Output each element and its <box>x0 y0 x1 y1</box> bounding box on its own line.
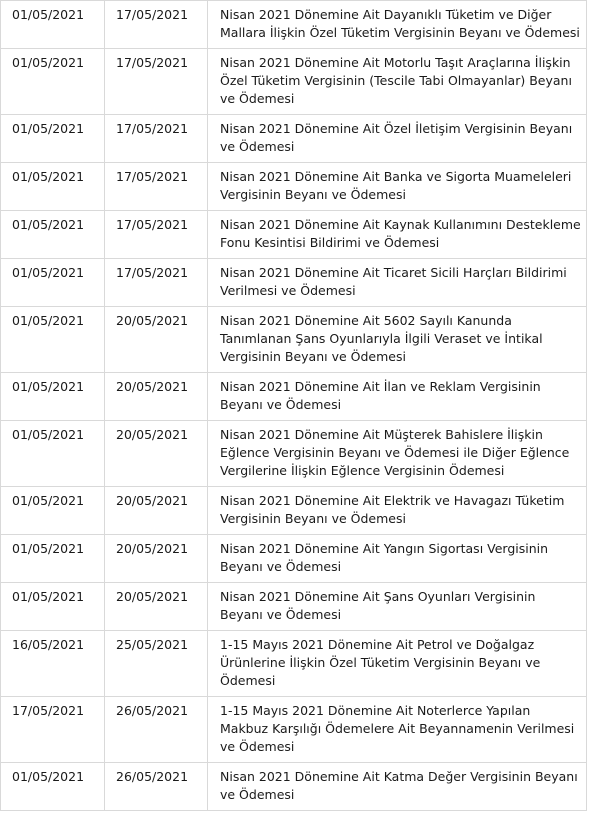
start-date-cell: 01/05/2021 <box>1 115 105 163</box>
start-date-cell: 01/05/2021 <box>1 487 105 535</box>
due-date-cell: 25/05/2021 <box>105 631 208 697</box>
due-date-cell: 20/05/2021 <box>105 307 208 373</box>
description-cell: Nisan 2021 Dönemine Ait Katma Değer Vergisinin Beyanı ve Ödemesi <box>208 763 587 811</box>
due-date-cell: 17/05/2021 <box>105 49 208 115</box>
start-date-cell: 01/05/2021 <box>1 583 105 631</box>
description-cell: Nisan 2021 Dönemine Ait Yangın Sigortası Vergisinin Beyanı ve Ödemesi <box>208 535 587 583</box>
description-cell: Nisan 2021 Dönemine Ait Müşterek Bahislere İlişkin Eğlence Vergisinin Beyanı ve Ödemesi ile Diğer Eğlence Vergilerine İlişkin Eğlence Vergisinin Ödemesi <box>208 421 587 487</box>
start-date-cell: 01/05/2021 <box>1 163 105 211</box>
start-date-cell: 01/05/2021 <box>1 373 105 421</box>
due-date-cell: 17/05/2021 <box>105 211 208 259</box>
description-cell: Nisan 2021 Dönemine Ait Şans Oyunları Vergisinin Beyanı ve Ödemesi <box>208 583 587 631</box>
start-date-cell: 01/05/2021 <box>1 49 105 115</box>
description-cell: Nisan 2021 Dönemine Ait İlan ve Reklam Vergisinin Beyanı ve Ödemesi <box>208 373 587 421</box>
table-row <box>1 163 587 211</box>
start-date-cell: 01/05/2021 <box>1 535 105 583</box>
description-cell: 1-15 Mayıs 2021 Dönemine Ait Petrol ve Doğalgaz Ürünlerine İlişkin Özel Tüketim Vergisinin Beyanı ve Ödemesi <box>208 631 587 697</box>
description-cell: 1-15 Mayıs 2021 Dönemine Ait Noterlerce Yapılan Makbuz Karşılığı Ödemelere Ait Beyannamenin Verilmesi ve Ödemesi <box>208 697 587 763</box>
tax-calendar-rows <box>1 1 587 811</box>
table-row <box>1 421 587 487</box>
table-row <box>1 1 587 49</box>
due-date-cell: 17/05/2021 <box>105 115 208 163</box>
table-row <box>1 49 587 115</box>
due-date-cell: 26/05/2021 <box>105 697 208 763</box>
start-date-cell: 01/05/2021 <box>1 259 105 307</box>
due-date-cell: 17/05/2021 <box>105 1 208 49</box>
table-row <box>1 211 587 259</box>
table-row <box>1 307 587 373</box>
start-date-cell: 01/05/2021 <box>1 211 105 259</box>
table-row <box>1 535 587 583</box>
table-row <box>1 115 587 163</box>
due-date-cell: 17/05/2021 <box>105 259 208 307</box>
description-cell: Nisan 2021 Dönemine Ait Elektrik ve Havagazı Tüketim Vergisinin Beyanı ve Ödemesi <box>208 487 587 535</box>
due-date-cell: 20/05/2021 <box>105 487 208 535</box>
due-date-cell: 20/05/2021 <box>105 373 208 421</box>
description-cell: Nisan 2021 Dönemine Ait Ticaret Sicili Harçları Bildirimi Verilmesi ve Ödemesi <box>208 259 587 307</box>
due-date-cell: 20/05/2021 <box>105 583 208 631</box>
table-row <box>1 259 587 307</box>
table-row <box>1 583 587 631</box>
due-date-cell: 17/05/2021 <box>105 163 208 211</box>
description-cell: Nisan 2021 Dönemine Ait Özel İletişim Vergisinin Beyanı ve Ödemesi <box>208 115 587 163</box>
table-row <box>1 487 587 535</box>
start-date-cell: 01/05/2021 <box>1 763 105 811</box>
start-date-cell: 17/05/2021 <box>1 697 105 763</box>
due-date-cell: 20/05/2021 <box>105 421 208 487</box>
description-cell: Nisan 2021 Dönemine Ait Dayanıklı Tüketim ve Diğer Mallara İlişkin Özel Tüketim Vergisinin Beyanı ve Ödemesi <box>208 1 587 49</box>
start-date-cell: 01/05/2021 <box>1 1 105 49</box>
table-row <box>1 763 587 811</box>
description-cell: Nisan 2021 Dönemine Ait Motorlu Taşıt Araçlarına İlişkin Özel Tüketim Vergisinin (Tescile Tabi Olmayanlar) Beyanı ve Ödemesi <box>208 49 587 115</box>
start-date-cell: 01/05/2021 <box>1 307 105 373</box>
description-cell: Nisan 2021 Dönemine Ait Banka ve Sigorta Muameleleri Vergisinin Beyanı ve Ödemesi <box>208 163 587 211</box>
start-date-cell: 01/05/2021 <box>1 421 105 487</box>
table-row <box>1 631 587 697</box>
table-row <box>1 697 587 763</box>
description-cell: Nisan 2021 Dönemine Ait 5602 Sayılı Kanunda Tanımlanan Şans Oyunlarıyla İlgili Veraset ve İntikal Vergisinin Beyanı ve Ödemesi <box>208 307 587 373</box>
due-date-cell: 26/05/2021 <box>105 763 208 811</box>
table-row <box>1 373 587 421</box>
start-date-cell: 16/05/2021 <box>1 631 105 697</box>
due-date-cell: 20/05/2021 <box>105 535 208 583</box>
description-cell: Nisan 2021 Dönemine Ait Kaynak Kullanımını Destekleme Fonu Kesintisi Bildirimi ve Ödemesi <box>208 211 587 259</box>
